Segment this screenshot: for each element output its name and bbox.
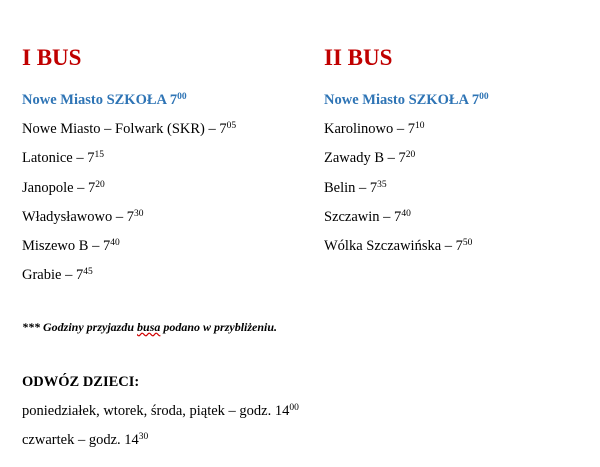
approximation-note: *** Godziny przyjazdu busa podano w przybliżeniu. [22,320,278,334]
bus2-start: Nowe Miasto SZKOŁA $7^{00}$ [324,92,489,108]
bus2-title: II BUS [324,45,393,70]
bus1-start: Nowe Miasto SZKOŁA $7^{00}$ [22,92,187,108]
bus1-stop: Latonice – $7^{15}$ [22,150,104,166]
bus1-stop: Grabie – $7^{45}$ [22,267,93,283]
return-line: czwartek – godz. $14^{30}$ [22,432,149,448]
return-line: poniedziałek, wtorek, środa, piątek – godz. $14^{00}$ [22,403,299,419]
bus1-stop: Władysławowo – $7^{30}$ [22,209,144,225]
bus2-stop: Belin – $7^{35}$ [324,180,387,196]
bus1-stop: Miszewo B – $7^{40}$ [22,238,120,254]
bus2-stop: Zawady B – $7^{20}$ [324,150,416,166]
bus2-stop: Szczawin – $7^{40}$ [324,209,411,225]
return-heading: ODWÓZ DZIECI: [22,374,140,390]
bus2-stop: Karolinowo – $7^{10}$ [324,121,425,137]
bus1-stop: Nowe Miasto – Folwark $(SKR) - 7^{05}$ [22,121,237,137]
bus1-stop: Janopole – $7^{20}$ [22,180,105,196]
bus1-title: I BUS [22,45,82,70]
spellcheck-underlined-word: busa [137,320,161,334]
bus2-stop: Wólka Szczawińska – $7^{50}$ [324,238,473,254]
